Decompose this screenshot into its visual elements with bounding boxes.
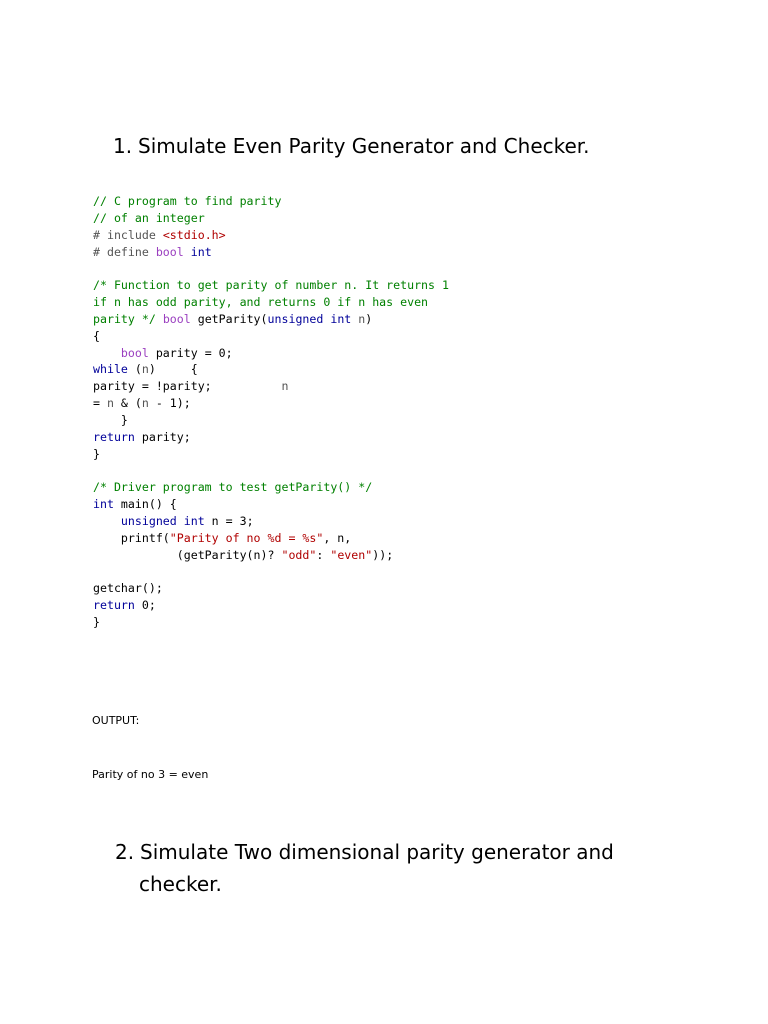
code-line [93, 227, 449, 244]
code-token-keyword: return [93, 429, 142, 444]
code-token-comment: // C program to find parity [93, 194, 282, 208]
code-token-dim: n [141, 396, 149, 411]
code-token-plain: & ( [113, 396, 142, 411]
code-token-plain: main() { [120, 497, 177, 512]
code-line [93, 193, 449, 210]
code-token-plain: getParity( [197, 311, 268, 326]
code-token-comment: /* Driver program to test getParity() */ [93, 480, 373, 495]
output-text: Parity of no 3 = even [92, 768, 209, 781]
code-token-dim: # include [93, 227, 163, 242]
code-token-plain: , n, [323, 530, 352, 545]
code-token-plain: parity = 0; [155, 345, 233, 360]
code-line [93, 446, 449, 463]
code-line [93, 395, 449, 412]
code-token-comment: // of an integer [93, 210, 205, 225]
code-token-plain: } [93, 615, 100, 630]
code-token-dim: n [141, 362, 149, 377]
code-line [93, 361, 449, 378]
code-token-plain: } [93, 446, 100, 461]
code-token-dim: n [106, 396, 114, 411]
code-line [93, 580, 449, 597]
code-line [93, 244, 449, 261]
code-token-dim: # define [93, 244, 156, 259]
code-token-dim: n [281, 379, 289, 394]
code-token-plain: )); [372, 547, 394, 562]
code-token-plain: ( [134, 362, 142, 377]
code-token-keyword: return [93, 598, 142, 613]
code-token-keyword: while [93, 362, 135, 377]
code-token-plain [93, 346, 121, 360]
code-token-dim: n [358, 311, 366, 326]
code-token-plain: - 1); [148, 396, 191, 411]
code-line [93, 564, 449, 581]
code-token-comment: /* Function to get parity of number n. It returns 1 [93, 278, 449, 293]
section-heading-1 [113, 130, 590, 162]
code-block [93, 193, 449, 631]
code-token-string: "Parity of no %d = %s" [169, 530, 324, 545]
code-line [93, 463, 449, 480]
code-token-plain: = [93, 396, 107, 411]
code-token-plain: getchar(); [93, 581, 163, 596]
code-token-plain: : [316, 547, 331, 562]
code-token-plain: (getParity(n)? [93, 547, 282, 562]
code-token-plain: ) { [148, 362, 198, 377]
code-line [93, 530, 449, 547]
code-token-plain [93, 514, 121, 528]
code-token-plain: parity = !parity; [93, 379, 282, 394]
section-number: 2. [115, 840, 135, 864]
code-token-string: "odd" [281, 547, 317, 562]
code-token-plain: } [93, 412, 128, 427]
code-token-comment: if n has odd parity, and returns 0 if n has even [93, 295, 429, 310]
code-line [93, 513, 449, 530]
code-token-type: bool [162, 311, 198, 326]
code-line [93, 277, 449, 294]
code-token-plain: 0; [141, 598, 156, 613]
code-token-comment: parity */ [93, 311, 163, 326]
section-title-line-1: Simulate Two dimensional parity generator and [140, 840, 614, 864]
output-label: OUTPUT: [92, 714, 140, 727]
section-number: 1. [113, 134, 133, 158]
code-line [93, 614, 449, 631]
code-line [93, 260, 449, 277]
code-token-type: bool [120, 345, 156, 360]
code-line [93, 328, 449, 345]
section-title: Simulate Even Parity Generator and Checker. [138, 134, 590, 158]
code-line [93, 412, 449, 429]
code-line [93, 547, 449, 564]
code-line [93, 378, 449, 395]
section-heading-2 [115, 836, 675, 900]
code-token-keyword: unsigned int [267, 311, 359, 326]
code-token-plain: ) [365, 311, 373, 326]
code-line [93, 479, 449, 496]
code-token-string: <stdio.h> [162, 227, 226, 242]
code-line [93, 496, 449, 513]
code-line [93, 311, 449, 328]
code-token-plain: printf( [93, 530, 170, 545]
code-token-type: bool [155, 244, 191, 259]
code-token-plain: parity; [141, 429, 191, 444]
code-token-keyword: int [93, 497, 121, 512]
code-token-plain: { [93, 328, 100, 343]
code-token-plain: n = 3; [211, 514, 254, 529]
code-line [93, 345, 449, 362]
section-title-line-2: checker. [139, 872, 222, 896]
code-token-string: "even" [330, 547, 373, 562]
code-token-keyword: int [190, 244, 212, 259]
code-line [93, 429, 449, 446]
code-line [93, 210, 449, 227]
code-token-keyword: unsigned int [120, 514, 212, 529]
code-line [93, 597, 449, 614]
code-line [93, 294, 449, 311]
